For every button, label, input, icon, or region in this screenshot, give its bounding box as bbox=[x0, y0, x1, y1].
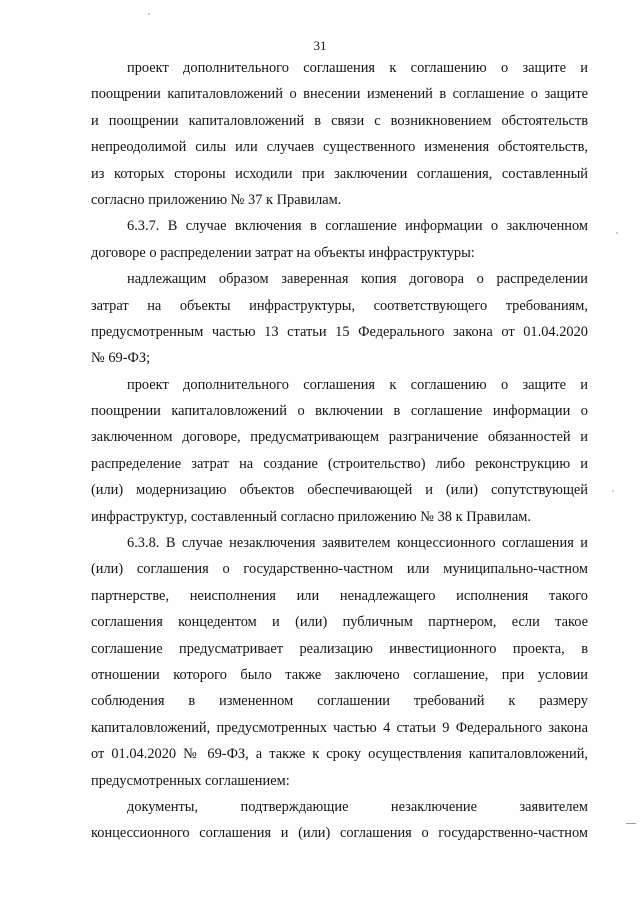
text-line: поощрении капиталовложений о включении в соглашение информации о bbox=[91, 403, 588, 420]
text-line: договоре о распределении затрат на объекты инфраструктуры: bbox=[91, 244, 475, 261]
text-line: согласно приложению № 37 к Правилам. bbox=[91, 191, 342, 208]
text-line: № 69-ФЗ; bbox=[91, 350, 151, 367]
text-line: (или) соглашения о государственно-частном или муниципально-частном bbox=[91, 561, 588, 578]
text-line: от 01.04.2020 № 69-ФЗ, а также к сроку осуществления капиталовложений, bbox=[91, 746, 588, 763]
text-line: (или) модернизацию объектов обеспечивающей и (или) сопутствующей bbox=[91, 482, 588, 499]
scan-artifact bbox=[148, 13, 150, 15]
page-number: 31 bbox=[313, 38, 327, 53]
text-line: соглашения концедентом и (или) публичным партнером, если такое bbox=[91, 614, 588, 631]
text-line: концессионного соглашения и (или) соглашения о государственно-частном bbox=[91, 825, 588, 842]
text-line: инфраструктур, составленный согласно приложению № 38 к Правилам. bbox=[91, 508, 531, 525]
text-line: 6.3.7. В случае включения в соглашение информации о заключенном bbox=[127, 218, 588, 235]
text-line: поощрении капиталовложений о внесении изменений в соглашение о защите bbox=[91, 86, 588, 103]
text-line: надлежащим образом заверенная копия договора о распределении bbox=[127, 271, 588, 288]
text-line: 6.3.8. В случае незаключения заявителем концессионного соглашения и bbox=[127, 535, 588, 552]
text-line: заключенном договоре, предусматривающем разграничение обязанностей и bbox=[91, 429, 588, 446]
text-line: затрат на объекты инфраструктуры, соответствующего требованиям, bbox=[91, 297, 588, 314]
text-line: предусмотренных соглашением: bbox=[91, 772, 290, 789]
text-line: из которых стороны исходили при заключении соглашения, составленный bbox=[91, 165, 588, 182]
scan-artifact bbox=[612, 490, 614, 492]
scan-artifact bbox=[626, 823, 636, 824]
text-line: проект дополнительного соглашения к соглашению о защите и bbox=[127, 60, 588, 76]
scan-artifact bbox=[616, 232, 618, 234]
text-line: соблюдения в измененном соглашении требований к размеру bbox=[91, 693, 588, 710]
text-line: документы, подтверждающие незаключение заявителем bbox=[127, 798, 588, 815]
text-line: предусмотренным частью 13 статьи 15 Федерального закона от 01.04.2020 bbox=[91, 323, 588, 340]
text-line: проект дополнительного соглашения к соглашению о защите и bbox=[127, 376, 588, 393]
text-line: непреодолимой силы или случаев существенного изменения обстоятельств, bbox=[91, 139, 588, 156]
text-line: и поощрении капиталовложений в связи с возникновением обстоятельств bbox=[91, 112, 588, 129]
document-body bbox=[91, 55, 588, 847]
text-line: отношении которого было также заключено соглашение, при условии bbox=[91, 666, 588, 683]
text-line: соглашение предусматривает реализацию инвестиционного проекта, в bbox=[91, 640, 588, 657]
text-line: партнерстве, неисполнения или ненадлежащего исполнения такого bbox=[91, 587, 588, 604]
text-line: распределение затрат на создание (строительство) либо реконструкцию и bbox=[91, 455, 588, 472]
text-line: капиталовложений, предусмотренных частью 4 статьи 9 Федерального закона bbox=[91, 719, 588, 736]
